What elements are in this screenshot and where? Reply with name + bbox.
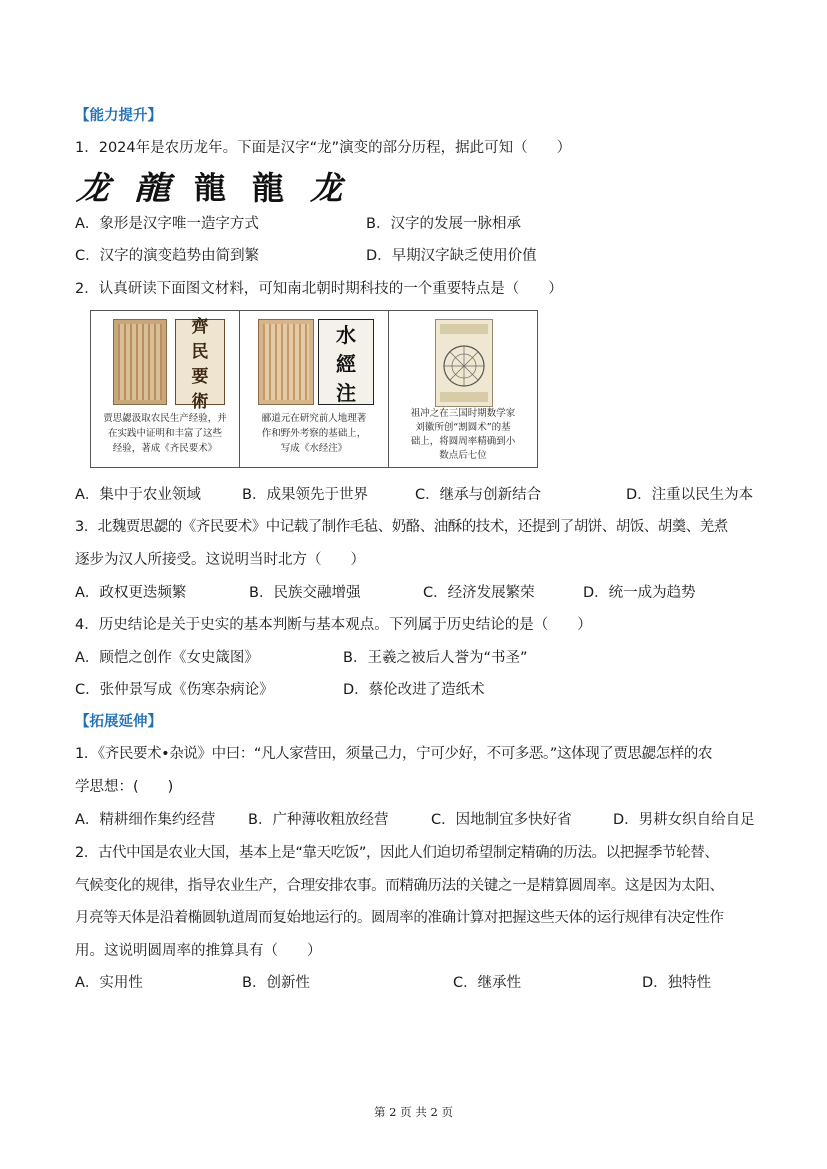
panel-caption xyxy=(411,407,516,463)
book-title-char: 要 xyxy=(191,367,209,387)
q2-option-a[interactable]: A．集中于农业领域 xyxy=(75,487,201,503)
panel-zu-chongzhi xyxy=(389,311,537,467)
question-2-stem: 2．认真研读下面图文材料，可知南北朝时期科技的一个重要特点是（ ） xyxy=(75,281,563,297)
caption-line: 郦道元在研究前人地理著 xyxy=(261,413,367,424)
q2-option-d[interactable]: D．注重以民生为本 xyxy=(626,487,754,503)
caption-line: 作和野外考察的基础上， xyxy=(261,428,367,439)
dragon-glyph-oracle: 龙 xyxy=(75,169,113,207)
q4-option-c[interactable]: C．张仲景写成《伤寒杂病论》 xyxy=(75,682,274,698)
q4-option-a[interactable]: A．顾恺之创作《女史箴图》 xyxy=(75,650,259,666)
q4-option-b[interactable]: B．王羲之被后人誉为“书圣” xyxy=(343,650,528,666)
caption-line: 刘徽所创“割圆术”的基 xyxy=(415,422,511,433)
extension-1-stem-line1: 1．《齐民要术•杂说》中曰：“凡人家营田，须量己力，宁可少好，不可多恶。”这体现了贾思勰怎样的农 xyxy=(75,746,713,762)
pi-circle-icon xyxy=(436,320,492,406)
q4-option-d[interactable]: D．蔡伦改进了造纸术 xyxy=(343,682,485,698)
book-title-char: 術 xyxy=(191,392,209,412)
qimin-yaoshu-book-image xyxy=(99,317,231,412)
panel-qimin-yaoshu xyxy=(91,311,240,467)
section-title-extension: 【拓展延伸】 xyxy=(75,714,162,730)
extension-2-stem-line4: 用。这说明圆周率的推算具有（ ） xyxy=(75,943,322,959)
caption-line: 数点后七位 xyxy=(439,450,487,461)
q1-option-a[interactable]: A．象形是汉字唯一造字方式 xyxy=(75,216,259,232)
caption-line: 础上，将圆周率精确到小 xyxy=(410,436,516,447)
question-3-stem-line2: 逐步为汉人所接受。这说明当时北方（ ） xyxy=(75,552,365,568)
q2-option-c[interactable]: C．继承与创新结合 xyxy=(415,487,542,503)
question-4-stem: 4．历史结论是关于史实的基本判断与基本观点。下列属于历史结论的是（ ） xyxy=(75,617,592,633)
q1-option-b[interactable]: B．汉字的发展一脉相承 xyxy=(366,216,521,232)
caption-line: 贾思勰汲取农民生产经验，并 xyxy=(103,413,227,424)
caption-line: 祖冲之在三国时期数学家 xyxy=(410,408,516,419)
question-1-stem: 1．2024年是农历龙年。下面是汉字“龙”演变的部分历程，据此可知（ ） xyxy=(75,140,572,156)
book-title-char: 注 xyxy=(336,380,356,405)
book-title-char: 水 xyxy=(336,322,356,347)
dragon-glyph-regular: 龍 xyxy=(252,169,285,207)
extension-2-stem-line2: 气候变化的规律，指导农业生产，合理安排农事。而精确历法的关键之一是精算圆周率。这是因为太阳、 xyxy=(75,878,724,894)
dragon-glyph-seal: 龍 xyxy=(194,169,227,206)
e1-option-a[interactable]: A．精耕细作集约经营 xyxy=(75,812,216,828)
dragon-glyph-simplified: 龙 xyxy=(310,169,343,207)
book-title-char: 經 xyxy=(336,351,356,376)
panel-caption xyxy=(262,411,367,456)
caption-line: 经验，著成《齐民要术》 xyxy=(112,443,218,454)
q3-option-b[interactable]: B．民族交融增强 xyxy=(249,585,361,601)
book-title-char: 齊 xyxy=(191,317,209,337)
shuijing-zhu-book-image xyxy=(248,319,380,405)
q3-option-a[interactable]: A．政权更迭频繁 xyxy=(75,585,187,601)
page-footer: 第 2 页 共 2 页 xyxy=(374,1105,453,1119)
e1-option-d[interactable]: D．男耕女织自给自足 xyxy=(613,812,755,828)
e2-option-a[interactable]: A．实用性 xyxy=(75,975,143,991)
book-title-char: 民 xyxy=(191,342,209,362)
e2-option-d[interactable]: D．独特性 xyxy=(642,975,712,991)
science-materials-figure xyxy=(90,310,538,468)
caption-line: 写成《水经注》 xyxy=(280,443,348,454)
dragon-evolution-glyphs xyxy=(75,166,343,207)
e1-option-c[interactable]: C．因地制宜多快好省 xyxy=(431,812,572,828)
e1-option-b[interactable]: B．广种薄收粗放经营 xyxy=(248,812,389,828)
e2-option-c[interactable]: C．继承性 xyxy=(453,975,522,991)
extension-2-stem-line3: 月亮等天体是沿着椭圆轨道周而复始地运行的。圆周率的准确计算对把握这些天体的运行规律有决定性作 xyxy=(75,910,724,926)
panel-shuijing-zhu xyxy=(240,311,389,467)
caption-line: 在实践中证明和丰富了这些 xyxy=(107,428,222,439)
q1-option-c[interactable]: C．汉字的演变趋势由简到繁 xyxy=(75,248,260,264)
extension-2-stem-line1: 2．古代中国是农业大国，基本上是“靠天吃饭”，因此人们迫切希望制定精确的历法。以把握季节轮替、 xyxy=(75,845,719,861)
q3-option-c[interactable]: C．经济发展繁荣 xyxy=(423,585,535,601)
question-3-stem-line1: 3．北魏贾思勰的《齐民要术》中记载了制作毛毡、奶酪、油酥的技术，还提到了胡饼、胡饭、胡羹、羌煮 xyxy=(75,519,728,535)
dragon-glyph-bronze: 龍 xyxy=(133,169,171,207)
panel-caption xyxy=(103,411,227,456)
e2-option-b[interactable]: B．创新性 xyxy=(242,975,310,991)
q1-option-d[interactable]: D．早期汉字缺乏使用价值 xyxy=(366,248,537,264)
extension-1-stem-line2: 学思想：( ) xyxy=(75,779,174,795)
q2-option-b[interactable]: B．成果领先于世界 xyxy=(242,487,368,503)
q3-option-d[interactable]: D．统一成为趋势 xyxy=(583,585,696,601)
section-title-ability: 【能力提升】 xyxy=(75,108,162,124)
circle-division-diagram-image xyxy=(397,319,529,405)
